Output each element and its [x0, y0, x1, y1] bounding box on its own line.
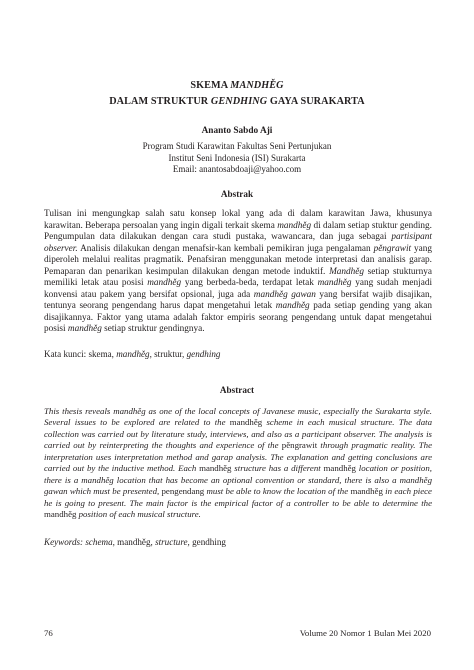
abstract-text: scheme in each musical structure. The data collection was carried out by literature study, interviews, and also as a participant observer. The analysis is carried out by reinterpreting the thoughts and experience of the: [44, 417, 432, 451]
keywords-text: Keywords: schema,: [44, 537, 118, 547]
abstract-text: in each piece he is going to present. The main factor is the empirical factor of a controller to be able to determine the: [44, 486, 432, 508]
abstrak-heading: Abstrak: [220, 189, 254, 199]
abstrak-text: yang diperoleh melalui realitas pragmatik. Penafsiran menggunakan metode interpretasi dan analisis garap. Pemaparan dan penarikan kesimpulan dilakukan dengan metode induktif.: [44, 243, 432, 277]
abstrak-term: mandhěg: [317, 278, 352, 289]
abstract-heading: Abstract: [219, 385, 255, 395]
abstrak-text: di dalam setiap stuktur gending. Pengumpulan data dilakukan dengan cara studi pustaka, wawancara, dan juga sebagai: [44, 220, 432, 243]
affiliation-program: Program Studi Karawitan Fakultas Seni Pertunjukan: [142, 141, 332, 151]
abstract-term: pěngrawit: [281, 440, 318, 451]
title-italic-term: MANDHĚG: [230, 80, 284, 91]
abstract-text: This thesis reveals mandhěg as one of the local concepts of Javanese music, especially the Surakarta style. Several issues to be explored are related to the: [44, 406, 432, 428]
kata-kunci-text: , struktur,: [149, 349, 187, 359]
abstrak-term: mandhěg: [277, 220, 312, 231]
abstrak-text: pada setiap gending yang akan disajikannya. Faktor yang utama adalah faktor empiris seorang pengendang untuk dapat mengetahui posisi: [44, 301, 433, 335]
abstrak-text: yang sudah menjadi konvensi atau pakem yang bersifat opsional, juga ada: [44, 278, 433, 300]
abstrak-text: Analisis dilakukan dengan menafsir-kan kembali pemikiran juga pengalaman: [77, 243, 374, 254]
author-name: Ananto Sabdo Aji: [201, 126, 273, 136]
title-text: GAYA SURAKARTA: [267, 96, 365, 107]
abstract-text: through pragmatic reality. The interpretation uses interpretation method and garap analysis. The explanation and getting conclusions are carried out by the inductive method. Each: [44, 440, 433, 474]
kata-kunci-term: mandhěg: [116, 349, 150, 359]
abstrak-text: Tulisan ini mengungkap salah satu konsep lokal yang ada di dalam karawitan Jawa, khusunya karawitan. Beberapa persoalan yang ingin digali terkait skema: [44, 209, 432, 231]
abstrak-term: mandhěg: [275, 301, 310, 312]
title-text: SKEMA: [190, 80, 231, 91]
abstrak-text: yang bersifat wajib disajikan, tentunya seorang pengendang harus dapat mengetahui letak: [44, 289, 432, 312]
abstrak-text: yang berbeda-beda, terdapat letak: [181, 278, 318, 289]
keywords-text: , structure,: [150, 537, 193, 547]
title-italic-term: GENDHING: [210, 96, 268, 107]
abstrak-term: partisipant observer.: [44, 232, 432, 254]
abstract-term: mandhěg: [323, 463, 356, 474]
abstrak-term: Mandhěg: [329, 266, 364, 277]
affiliation-institute: Institut Seni Indonesia (ISI) Surakarta: [168, 152, 306, 163]
journal-volume-info: Volume 20 Nomor 1 Bulan Mei 2020: [299, 628, 431, 638]
abstrak-term: mandhěg: [147, 278, 182, 289]
kata-kunci: [44, 349, 432, 359]
author-affiliation: [0, 141, 474, 176]
article-title-line-1: [0, 80, 474, 91]
abstrak-term: pěngrawit: [373, 243, 412, 254]
kata-kunci-term: gendhing: [186, 349, 221, 359]
page-number: 76: [44, 628, 53, 638]
abstract-term: mandhěg: [350, 486, 383, 497]
abstrak-term: mandhěg gawan: [253, 289, 316, 300]
abstrak-text: setiap struktur gendingnya.: [101, 324, 205, 335]
abstrak-text: setiap stukturnya memiliki letak atau posisi: [44, 266, 432, 289]
keywords: [44, 537, 432, 547]
abstract-term: mandhěg: [199, 463, 232, 474]
abstract-term: pengendang: [161, 486, 205, 497]
abstract-body: [44, 406, 432, 521]
abstract-text: position of each musical structure.: [76, 509, 201, 520]
title-text: DALAM STRUKTUR: [109, 96, 211, 107]
abstract-text: structure has a different: [231, 463, 324, 474]
author-email: Email: anantosabdoaji@yahoo.com: [172, 164, 302, 174]
abstrak-body: [44, 209, 432, 336]
abstract-term: mandhěg: [44, 509, 77, 520]
abstract-text: location or position, there is a mandhěg location that has become an optional convention or standard, there is also a mandhěg gawan which must be presented,: [44, 463, 432, 497]
article-title-line-2: [0, 96, 474, 107]
abstract-term: mandhěg: [229, 417, 263, 428]
kata-kunci-text: Kata kunci: skema,: [44, 349, 117, 359]
abstrak-term: mandhěg: [67, 324, 102, 335]
keywords-term: mandhěg: [117, 537, 151, 547]
keywords-term: gendhing: [192, 537, 226, 547]
abstract-text: must be able to know the location of the: [204, 486, 351, 497]
